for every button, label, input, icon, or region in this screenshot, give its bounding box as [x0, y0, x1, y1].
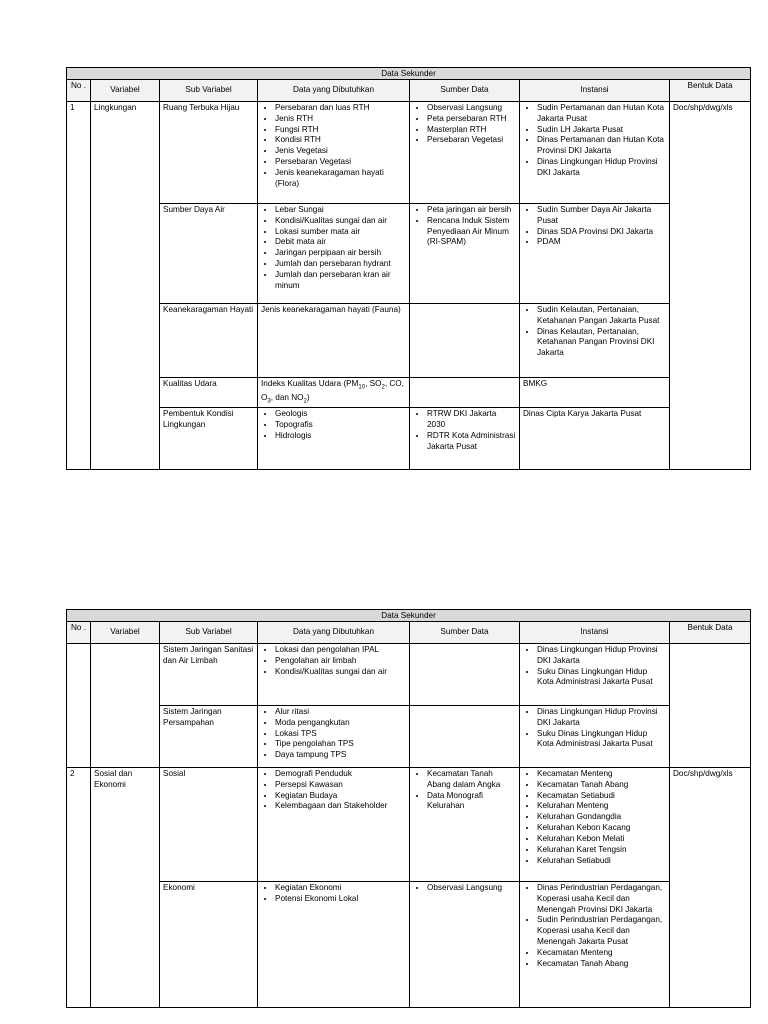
table-row [67, 768, 751, 882]
list-item: • Rencana Induk Sistem Penyediaan Air Minum (RI-SPAM) [427, 216, 516, 248]
col-header-sumber: Sumber Data [410, 80, 520, 102]
bentuk-cell: Doc/shp/dwg/xls [670, 102, 751, 470]
data-text: , CO, O [261, 379, 404, 402]
sumber-cell [410, 408, 520, 470]
list-item: • Kondisi RTH [275, 135, 406, 146]
list-item: • Jenis keanekaragaman hayati (Flora) [275, 168, 406, 190]
list-item: • Jenis RTH [275, 114, 406, 125]
list-item: • Kecamatan Tanah Abang dalam Angka [427, 769, 516, 791]
table-row [67, 102, 751, 204]
list-item: • Jaringan perpipaan air bersih [275, 248, 406, 259]
list-item: • Dinas SDA Provinsi DKI Jakarta [537, 227, 666, 238]
list-item: • Sudin Sumber Daya Air Jakarta Pusat [537, 205, 666, 227]
list-item: • Daya tampung TPS [275, 750, 406, 761]
list-item: • Persebaran dan luas RTH [275, 103, 406, 114]
sub-variabel-cell: Sistem Jaringan Sanitasi dan Air Limbah [160, 644, 258, 706]
list-item: • Alur ritasi [275, 707, 406, 718]
data-cell [258, 408, 410, 470]
col-header-no: No . [67, 80, 91, 102]
table-row [67, 882, 751, 1008]
list-item: • Kelurahan Kebon Kacang [537, 823, 666, 834]
col-header-variabel: Variabel [91, 622, 160, 644]
sumber-cell [410, 304, 520, 378]
col-header-data: Data yang Dibutuhkan [258, 80, 410, 102]
table-row [67, 204, 751, 304]
list-item: • Kelembagaan dan Stakeholder [275, 801, 406, 812]
sub-variabel-cell: Keanekaragaman Hayati [160, 304, 258, 378]
list-item: • Lebar Sungai [275, 205, 406, 216]
list-item: • Moda pengangkutan [275, 718, 406, 729]
list-item: • Dinas Perindustrian Perdagangan, Koperasi usaha Kecil dan Menengah Provinsi DKI Jakarta [537, 883, 666, 915]
col-header-instansi: Instansi [520, 622, 670, 644]
instansi-cell: BMKG [520, 378, 670, 408]
list-item: • Pengolahan air limbah [275, 656, 406, 667]
list-item: • Kecamatan Menteng [537, 948, 666, 959]
col-header-no: No . [67, 622, 91, 644]
subscript: 2 [381, 384, 385, 391]
list-item: • Kondisi/Kualitas sungai dan air [275, 667, 406, 678]
subscript: 10 [358, 384, 366, 391]
list-item: • Persepsi Kawasan [275, 780, 406, 791]
data-cell [258, 378, 410, 408]
variabel-cell: Lingkungan [91, 102, 160, 470]
list-item: • Suku Dinas Lingkungan Hidup Kota Administrasi Jakarta Pusat [537, 667, 666, 689]
list-item: • Masterplan RTH [427, 125, 516, 136]
list-item: • Peta jaringan air bersih [427, 205, 516, 216]
list-item: • Jumlah dan persebaran kran air minum [275, 270, 406, 292]
instansi-cell [520, 102, 670, 204]
col-header-sumber: Sumber Data [410, 622, 520, 644]
list-item: • Peta persebaran RTH [427, 114, 516, 125]
variabel-cell: Sosial dan Ekonomi [91, 768, 160, 1008]
list-item: • Lokasi dan pengolahan IPAL [275, 645, 406, 656]
data-cell [258, 882, 410, 1008]
list-item: • RTRW DKI Jakarta 2030 [427, 409, 516, 431]
sub-variabel-cell: Kualitas Udara [160, 378, 258, 408]
list-item: • Dinas Lingkungan Hidup Provinsi DKI Jakarta [537, 157, 666, 179]
list-item: • RDTR Kota Administrasi Jakarta Pusat [427, 431, 516, 453]
instansi-cell [520, 768, 670, 882]
list-item: • Kelurahan Menteng [537, 801, 666, 812]
variabel-cell [91, 644, 160, 768]
list-item: • Sudin Perindustrian Perdagangan, Koperasi usaha Kecil dan Menengah Jakarta Pusat [537, 915, 666, 947]
data-text: Indeks Kualitas Udara (PM [261, 379, 359, 388]
sumber-cell [410, 882, 520, 1008]
col-header-bentuk: Bentuk Data [670, 80, 751, 102]
list-item: • Geologis [275, 409, 406, 420]
data-text: , dan NO [270, 392, 304, 402]
instansi-cell [520, 644, 670, 706]
sumber-cell [410, 204, 520, 304]
data-cell [258, 102, 410, 204]
instansi-cell: Dinas Cipta Karya Jakarta Pusat [520, 408, 670, 470]
list-item: • Fungsi RTH [275, 125, 406, 136]
list-item: • Demografi Penduduk [275, 769, 406, 780]
row-number: 1 [67, 102, 91, 470]
list-item: • Suku Dinas Lingkungan Hidup Kota Administrasi Jakarta Pusat [537, 729, 666, 751]
list-item: • Hidrologis [275, 431, 406, 442]
list-item: • Kecamatan Menteng [537, 769, 666, 780]
list-item: • Dinas Lingkungan Hidup Provinsi DKI Jakarta [537, 645, 666, 667]
list-item: • Kecamatan Setiabudi [537, 791, 666, 802]
list-item: • Kecamatan Tanah Abang [537, 959, 666, 970]
list-item: • Persebaran Vegetasi [427, 135, 516, 146]
sub-variabel-cell: Pembentuk Kondisi Lingkungan [160, 408, 258, 470]
list-item: • Data Monografi Kelurahan [427, 791, 516, 813]
list-item: • Observasi Langsung [427, 103, 516, 114]
sumber-cell [410, 378, 520, 408]
col-header-sub-variabel: Sub Variabel [160, 622, 258, 644]
col-header-instansi: Instansi [520, 80, 670, 102]
data-sekunder-table-1 [66, 67, 751, 470]
data-cell [258, 204, 410, 304]
list-item: • Debit mata air [275, 237, 406, 248]
row-number [67, 644, 91, 768]
list-item: • Kecamatan Tanah Abang [537, 780, 666, 791]
sumber-cell [410, 644, 520, 706]
data-sekunder-table-2 [66, 609, 751, 1008]
instansi-cell [520, 204, 670, 304]
subscript: 3 [267, 398, 271, 405]
sumber-cell [410, 768, 520, 882]
list-item: • Kegiatan Ekonomi [275, 883, 406, 894]
list-item: • Dinas Kelautan, Pertanaian, Ketahanan Pangan Provinsi DKI Jakarta [537, 327, 666, 359]
col-header-sub-variabel: Sub Variabel [160, 80, 258, 102]
col-header-variabel: Variabel [91, 80, 160, 102]
table-row [67, 304, 751, 378]
sub-variabel-cell: Sosial [160, 768, 258, 882]
table-row [67, 706, 751, 768]
table-title: Data Sekunder [67, 68, 751, 80]
list-item: • Jumlah dan persebaran hydrant [275, 259, 406, 270]
sub-variabel-cell: Ekonomi [160, 882, 258, 1008]
sumber-cell [410, 706, 520, 768]
col-header-data: Data yang Dibutuhkan [258, 622, 410, 644]
list-item: • Kelurahan Karet Tengsin [537, 845, 666, 856]
list-item: • Kelurahan Gondangdia [537, 812, 666, 823]
table-row [67, 408, 751, 470]
data-text: ) [306, 392, 310, 402]
table-title: Data Sekunder [67, 610, 751, 622]
col-header-bentuk: Bentuk Data [670, 622, 751, 644]
list-item: • Sudin Kelautan, Pertanaian, Ketahanan Pangan Jakarta Pusat [537, 305, 666, 327]
list-item: • Jenis Vegetasi [275, 146, 406, 157]
table-row [67, 644, 751, 706]
data-cell [258, 706, 410, 768]
list-item: • Kegiatan Budaya [275, 791, 406, 802]
instansi-cell [520, 304, 670, 378]
list-item: • Observasi Langsung [427, 883, 516, 894]
subscript: 2 [303, 398, 307, 405]
list-item: • Potensi Ekonomi Lokal [275, 894, 406, 905]
bentuk-cell: Doc/shp/dwg/xls [670, 768, 751, 1008]
data-cell [258, 768, 410, 882]
sub-variabel-cell: Sumber Daya Air [160, 204, 258, 304]
sub-variabel-cell: Ruang Terbuka Hijau [160, 102, 258, 204]
list-item: • Sudin LH Jakarta Pusat [537, 125, 666, 136]
list-item: • Kelurahan Kebon Melati [537, 834, 666, 845]
instansi-cell [520, 882, 670, 1008]
list-item: • Dinas Pertamanan dan Hutan Kota Provinsi DKI Jakarta [537, 135, 666, 157]
list-item: • Kondisi/Kualitas sungai dan air [275, 216, 406, 227]
list-item: • Lokasi TPS [275, 729, 406, 740]
list-item: • Kelurahan Setiabudi [537, 856, 666, 867]
list-item: • Tipe pengolahan TPS [275, 739, 406, 750]
table-row [67, 378, 751, 408]
list-item: • Sudin Pertamanan dan Hutan Kota Jakarta Pusat [537, 103, 666, 125]
list-item: • PDAM [537, 237, 666, 248]
sumber-cell [410, 102, 520, 204]
instansi-cell [520, 706, 670, 768]
data-cell: Jenis keanekaragaman hayati (Fauna) [258, 304, 410, 378]
data-cell [258, 644, 410, 706]
list-item: • Persebaran Vegetasi [275, 157, 406, 168]
row-number: 2 [67, 768, 91, 1008]
data-text: , SO [365, 379, 382, 388]
bentuk-cell [670, 644, 751, 768]
list-item: • Topografis [275, 420, 406, 431]
sub-variabel-cell: Sistem Jaringan Persampahan [160, 706, 258, 768]
list-item: • Dinas Lingkungan Hidup Provinsi DKI Jakarta [537, 707, 666, 729]
list-item: • Lokasi sumber mata air [275, 227, 406, 238]
